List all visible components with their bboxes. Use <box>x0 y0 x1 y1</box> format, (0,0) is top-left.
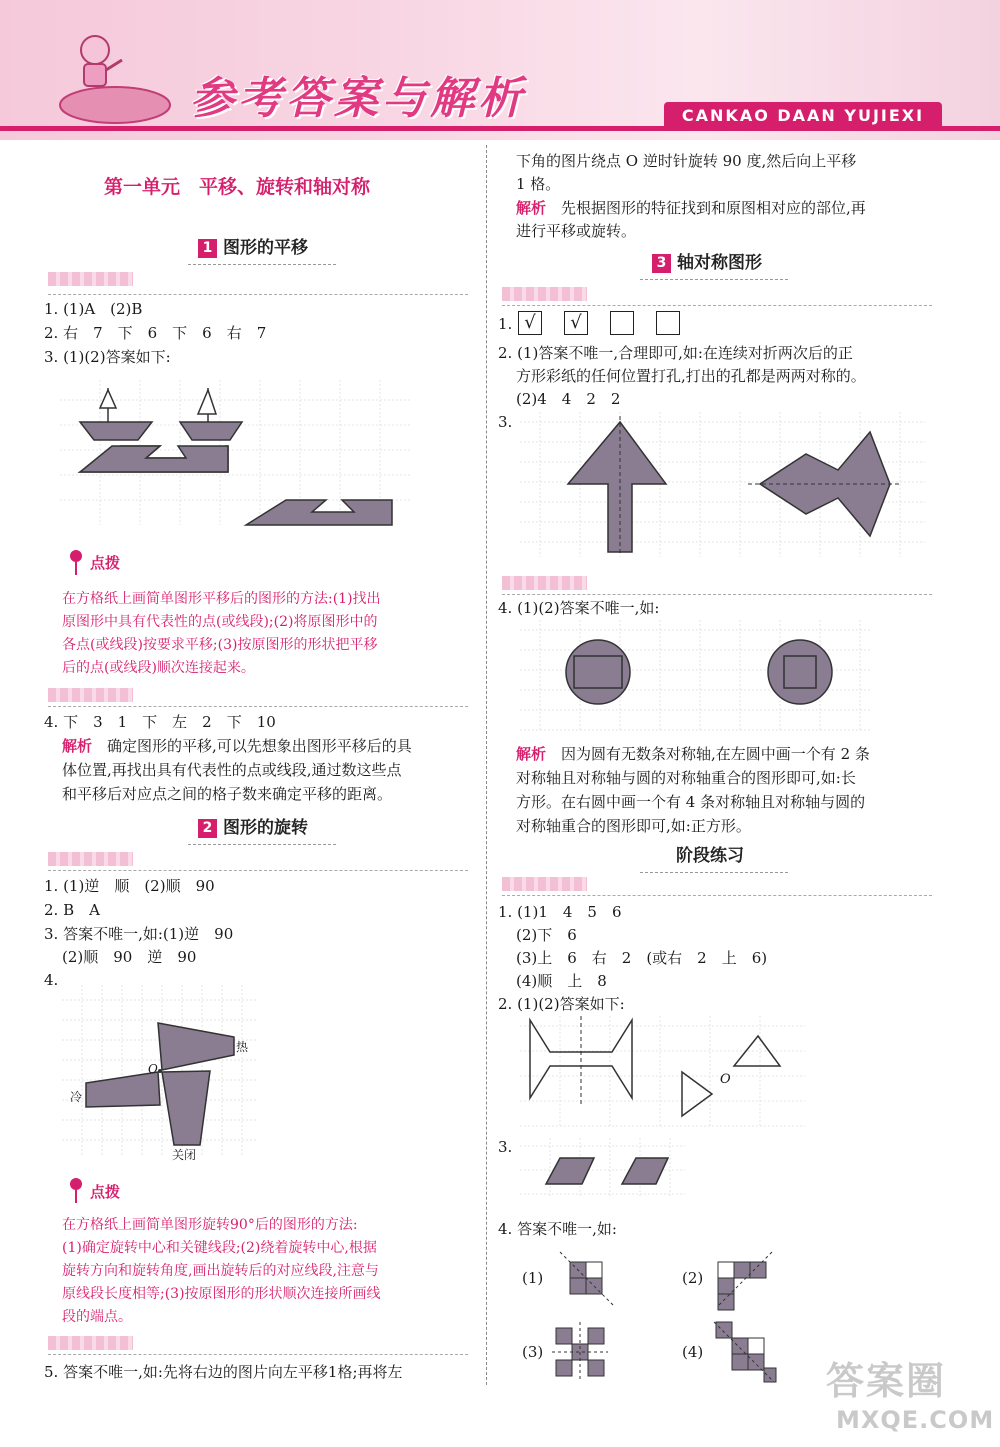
s3-line-1: 2. (1)答案不唯一,合理即可,如:在连续对折两次后的正 <box>498 344 853 362</box>
dashed-rule <box>502 594 932 595</box>
jiexi-text: 先根据图形的特征找到和原图相对应的部位,再 <box>561 199 866 217</box>
dashed-rule <box>48 294 468 295</box>
stage-line-4: (4)顺 上 8 <box>516 972 607 990</box>
stage-point-o-label: O <box>720 1072 731 1087</box>
tip-line: 在方格纸上画简单图形旋转90°后的图形的方法: <box>62 1217 358 1233</box>
pin-icon <box>66 548 86 576</box>
label-cold: 冷 <box>70 1090 83 1104</box>
s2-line-2: 2. B A <box>44 901 100 919</box>
checkbox <box>656 311 680 335</box>
s1-line-3: 3. (1)(2)答案如下: <box>44 348 171 366</box>
practice-tag <box>48 272 133 286</box>
header-subtitle: CANKAO DAAN YUJIEXI <box>664 102 942 130</box>
tip-line: 段的端点。 <box>62 1309 132 1325</box>
s1-q4: 4. 下 3 1 下 左 2 下 10 <box>44 713 276 731</box>
practice-tag <box>502 877 587 891</box>
stage-q3-figure <box>520 1138 690 1200</box>
section-number: 1 <box>198 239 217 258</box>
s3-jiexi-line-1 <box>516 743 870 765</box>
translation-figure <box>60 380 420 530</box>
s2-line-4: (2)顺 90 逆 90 <box>62 948 197 966</box>
s2-q5-cont: 下角的图片绕点 O 逆时针旋转 90 度,然后向上平移 <box>516 152 857 170</box>
watermark-logo: 答案圈 <box>826 1359 947 1403</box>
tip-line: 旋转方向和旋转角度,画出旋转后的对应线段,注意与 <box>62 1263 379 1279</box>
s1-jiexi-line-3: 和平移后对应点之间的格子数来确定平移的距离。 <box>62 785 393 803</box>
s3-line-2: 方形彩纸的任何位置打孔,打出的孔都是两两对称的。 <box>516 367 866 385</box>
section-3-title-text: 轴对称图形 <box>677 253 762 273</box>
practice-tag <box>502 287 587 301</box>
s3-line-4: 3. <box>498 413 513 431</box>
stage-sub-label-3: (3) <box>522 1343 544 1361</box>
tip-line: 后的点(或线段)顺次连接起来。 <box>62 660 255 676</box>
tip-line: 原图形中具有代表性的点(或线段);(2)将原图形中的 <box>62 614 378 630</box>
jiexi-text: 确定图形的平移,可以先想象出图形平移后的具 <box>107 737 412 755</box>
jiexi-label: 解析 <box>516 745 547 763</box>
astronaut-mascot-icon <box>50 20 180 120</box>
section-number: 3 <box>652 254 671 273</box>
jiexi-label: 解析 <box>62 737 93 755</box>
label-off: 关闭 <box>172 1148 197 1162</box>
s2-jiexi-line-1 <box>516 197 866 219</box>
s2-q5: 5. 答案不唯一,如:先将右边的图片向左平移1格;再将左 <box>44 1363 403 1381</box>
jiexi-text: 因为圆有无数条对称轴,在左圆中画一个有 2 条 <box>561 745 870 763</box>
stage-q4-fig-4 <box>714 1322 776 1384</box>
dashed-rule <box>48 870 468 871</box>
dashed-rule <box>502 895 932 896</box>
section-underline <box>640 279 788 280</box>
s2-line-3: 3. 答案不唯一,如:(1)逆 90 <box>44 925 234 943</box>
stage-sub-label-4: (4) <box>682 1343 704 1361</box>
section-underline <box>188 844 336 845</box>
watermark-url: MXQE.COM <box>836 1406 995 1434</box>
stage-line-1: 1. (1)1 4 5 6 <box>498 903 622 921</box>
tip-line: 在方格纸上画简单图形平移后的图形的方法:(1)找出 <box>62 591 381 607</box>
s3-q1-label: 1. <box>498 315 513 333</box>
practice-tag <box>48 688 133 702</box>
s1-jiexi-line-2: 体位置,再找出具有代表性的点或线段,通过数这些点 <box>62 761 402 779</box>
dashed-rule <box>502 305 932 306</box>
jiexi-label: 解析 <box>516 199 547 217</box>
tip-line: (1)确定旋转中心和关键线段;(2)绕着旋转中心,根据 <box>62 1240 377 1256</box>
stage-line-2: (2)下 6 <box>516 926 577 944</box>
column-divider <box>486 145 487 1385</box>
header-underline <box>0 126 1000 131</box>
unit-title: 第一单元 平移、旋转和轴对称 <box>104 176 371 198</box>
circle-symmetry-figure <box>520 620 880 732</box>
section-underline <box>640 872 788 873</box>
s2-line-5: 4. <box>44 971 59 989</box>
rotation-figure <box>62 985 262 1160</box>
s3-jiexi-line-2: 对称轴且对称轴与圆的对称轴重合的图形即可,如:长 <box>516 769 856 787</box>
s3-jiexi-line-3: 方形。在右圆中画一个有 4 条对称轴且对称轴与圆的 <box>516 793 866 811</box>
s1-line-1: 1. (1)A (2)B <box>44 300 143 318</box>
section-2-title <box>198 817 308 839</box>
tip-title: 点拨 <box>90 1183 121 1201</box>
s2-q5-cont2: 1 格。 <box>516 175 561 193</box>
symmetry-figure <box>520 412 930 562</box>
pin-icon <box>66 1176 86 1204</box>
stage-sub-label-2: (2) <box>682 1269 704 1287</box>
stage-title: 阶段练习 <box>676 846 744 866</box>
tip-line: 各点(或线段)按要求平移;(3)按原图形的形状把平移 <box>62 637 378 653</box>
s3-q4: 4. (1)(2)答案不唯一,如: <box>498 599 660 617</box>
tip-line: 原线段长度相等;(3)按原图形的形状顺次连接所画线 <box>62 1286 381 1302</box>
tip-title: 点拨 <box>90 554 121 572</box>
s3-jiexi-line-4: 对称轴重合的图形即可,如:正方形。 <box>516 817 751 835</box>
s2-line-1: 1. (1)逆 顺 (2)顺 90 <box>44 877 215 895</box>
stage-q2-figure <box>520 1016 810 1131</box>
stage-q4-fig-2 <box>714 1248 776 1310</box>
practice-tag <box>48 1336 133 1350</box>
tip-1-body <box>62 588 474 680</box>
s1-jiexi-line-1 <box>62 735 412 757</box>
stage-q4: 4. 答案不唯一,如: <box>498 1220 617 1238</box>
s2-jiexi-line-2: 进行平移或旋转。 <box>516 222 637 240</box>
section-1-title <box>198 237 308 259</box>
checkbox: √ <box>518 311 542 335</box>
checkbox <box>610 311 634 335</box>
section-underline <box>188 264 336 265</box>
section-number: 2 <box>198 819 217 838</box>
stage-sub-label-1: (1) <box>522 1269 544 1287</box>
s3-line-3: (2)4 4 2 2 <box>516 390 621 408</box>
stage-q3: 3. <box>498 1138 513 1156</box>
stage-line-5: 2. (1)(2)答案如下: <box>498 995 625 1013</box>
dashed-rule <box>48 1354 468 1355</box>
dashed-rule <box>48 706 468 707</box>
checkbox: √ <box>564 311 588 335</box>
section-3-title <box>652 252 762 274</box>
stage-q4-fig-3 <box>556 1322 618 1384</box>
practice-tag <box>48 852 133 866</box>
label-hot: 热 <box>236 1040 249 1054</box>
section-2-title-text: 图形的旋转 <box>223 818 308 838</box>
s1-line-2: 2. 右 7 下 6 下 6 右 7 <box>44 324 267 342</box>
stage-line-3: (3)上 6 右 2 (或右 2 上 6) <box>516 949 768 967</box>
section-1-title-text: 图形的平移 <box>223 238 308 258</box>
header-title: 参考答案与解析 <box>190 73 526 124</box>
tip-2-body <box>62 1214 474 1329</box>
practice-tag <box>502 576 587 590</box>
point-o-label: O <box>148 1062 158 1076</box>
stage-q4-fig-1 <box>556 1248 618 1310</box>
